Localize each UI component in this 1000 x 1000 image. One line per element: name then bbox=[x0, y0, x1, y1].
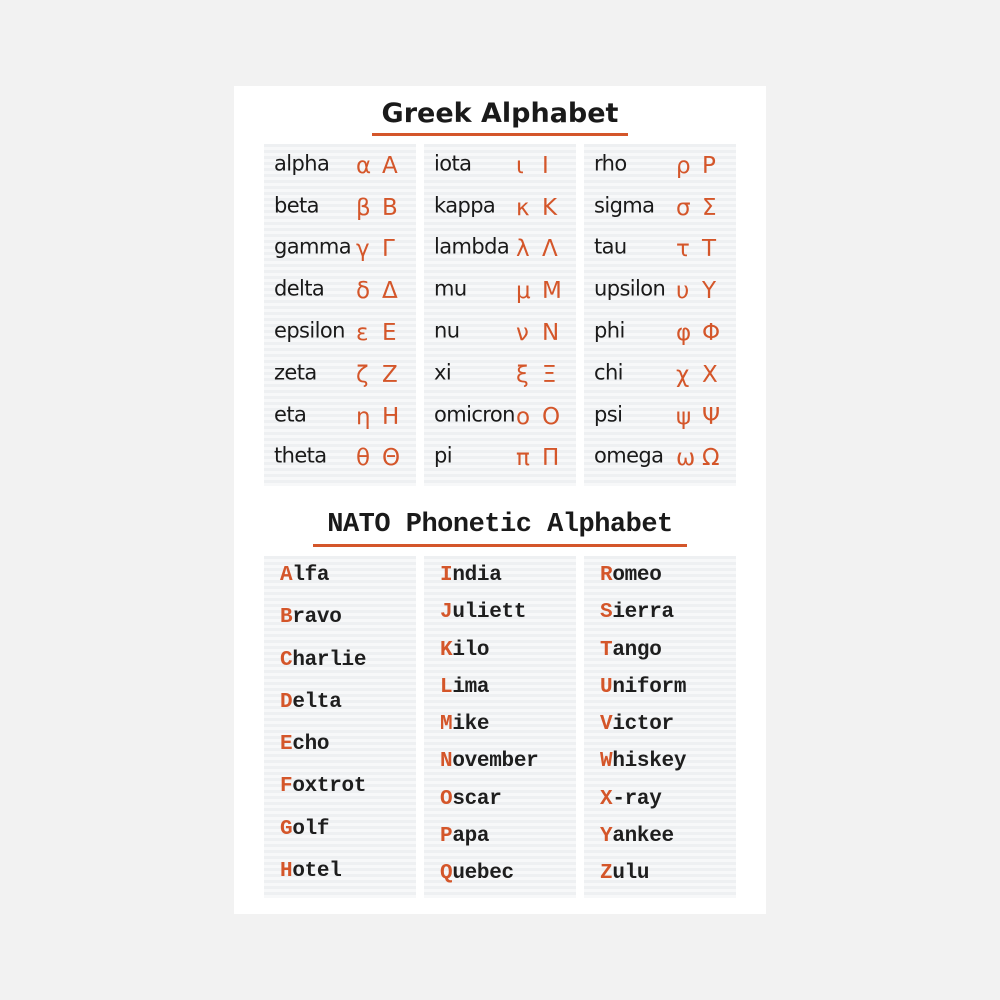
nato-word-row bbox=[584, 780, 736, 817]
greek-uppercase-glyph: Θ bbox=[382, 445, 401, 472]
greek-lowercase-glyph: ω bbox=[676, 445, 696, 472]
nato-word-rest: uliett bbox=[452, 601, 527, 625]
greek-letter-name: alpha bbox=[274, 151, 330, 176]
greek-uppercase-glyph: Ο bbox=[542, 403, 561, 430]
greek-letter-name: kappa bbox=[434, 193, 496, 218]
nato-word-row bbox=[264, 641, 416, 683]
nato-word-rest: ictor bbox=[612, 713, 674, 737]
nato-word-row bbox=[264, 556, 416, 598]
nato-word-row bbox=[584, 854, 736, 891]
nato-code-word bbox=[440, 750, 538, 773]
greek-letter-name: sigma bbox=[594, 193, 655, 218]
nato-initial-letter: Q bbox=[440, 862, 453, 886]
greek-uppercase-glyph: Κ bbox=[542, 194, 558, 221]
greek-uppercase-glyph: Η bbox=[382, 403, 400, 430]
nato-word-row bbox=[584, 705, 736, 742]
nato-code-word bbox=[280, 649, 366, 672]
nato-code-word bbox=[440, 676, 489, 699]
nato-word-rest: otel bbox=[292, 860, 342, 884]
nato-initial-letter: K bbox=[440, 638, 453, 662]
nato-code-word bbox=[600, 639, 662, 662]
nato-word-rest: cho bbox=[292, 733, 330, 757]
greek-lowercase-glyph: σ bbox=[676, 194, 691, 221]
greek-letter-name: theta bbox=[274, 444, 327, 469]
greek-letter-row bbox=[264, 186, 416, 228]
greek-column-3 bbox=[584, 144, 736, 486]
greek-letter-name: delta bbox=[274, 276, 325, 301]
nato-word-rest: olf bbox=[292, 817, 330, 841]
greek-uppercase-glyph: Τ bbox=[702, 236, 717, 263]
greek-letter-name: lambda bbox=[434, 235, 510, 260]
greek-letter-row bbox=[584, 228, 736, 270]
greek-uppercase-glyph: Ζ bbox=[382, 361, 398, 388]
nato-word-row bbox=[264, 598, 416, 640]
nato-word-row bbox=[584, 593, 736, 630]
nato-word-rest: omeo bbox=[612, 564, 662, 587]
nato-column-3 bbox=[584, 556, 736, 898]
greek-lowercase-glyph: θ bbox=[356, 445, 371, 472]
nato-word-rest: oxtrot bbox=[292, 775, 367, 799]
nato-code-word bbox=[600, 601, 674, 624]
nato-column-1 bbox=[264, 556, 416, 898]
greek-uppercase-glyph: Υ bbox=[702, 278, 717, 305]
greek-lowercase-glyph: ξ bbox=[516, 361, 529, 388]
greek-lowercase-glyph: ε bbox=[356, 320, 369, 347]
nato-word-rest: -ray bbox=[612, 787, 662, 811]
nato-initial-letter: C bbox=[280, 648, 293, 672]
nato-initial-letter: E bbox=[280, 733, 293, 757]
greek-uppercase-glyph: Ψ bbox=[702, 403, 721, 430]
nato-initial-letter: F bbox=[280, 775, 293, 799]
greek-uppercase-glyph: Ω bbox=[702, 445, 720, 472]
nato-code-word bbox=[280, 564, 329, 587]
greek-letter-name: iota bbox=[434, 151, 472, 176]
greek-letter-row bbox=[584, 311, 736, 353]
nato-initial-letter: U bbox=[600, 675, 613, 699]
greek-uppercase-glyph: Χ bbox=[702, 361, 718, 388]
greek-alphabet-title: Greek Alphabet bbox=[234, 98, 766, 129]
nato-code-word bbox=[600, 713, 674, 736]
nato-word-row bbox=[424, 780, 576, 817]
nato-code-word bbox=[600, 750, 686, 773]
greek-letter-row bbox=[424, 311, 576, 353]
greek-letter-name: phi bbox=[594, 318, 625, 343]
greek-letter-row bbox=[264, 269, 416, 311]
nato-word-rest: uebec bbox=[452, 862, 514, 886]
greek-letter-name: gamma bbox=[274, 235, 351, 260]
greek-letter-name: omicron bbox=[434, 402, 515, 427]
nato-word-row bbox=[424, 742, 576, 779]
nato-word-rest: ike bbox=[452, 713, 490, 737]
nato-word-row bbox=[424, 854, 576, 891]
nato-word-rest: ndia bbox=[452, 564, 502, 587]
nato-word-rest: ravo bbox=[292, 606, 342, 630]
greek-lowercase-glyph: κ bbox=[516, 194, 530, 221]
greek-uppercase-glyph: Ε bbox=[382, 320, 397, 347]
greek-letter-row bbox=[424, 353, 576, 395]
nato-initial-letter: X bbox=[600, 787, 613, 811]
nato-word-row bbox=[264, 767, 416, 809]
nato-word-rest: ovember bbox=[452, 750, 539, 774]
greek-column-2 bbox=[424, 144, 576, 486]
nato-initial-letter: T bbox=[600, 638, 613, 662]
nato-word-rest: ulu bbox=[612, 862, 650, 886]
greek-letter-row bbox=[264, 311, 416, 353]
nato-word-row bbox=[424, 705, 576, 742]
nato-word-row bbox=[424, 593, 576, 630]
nato-code-word bbox=[280, 606, 342, 629]
greek-lowercase-glyph: δ bbox=[356, 278, 371, 305]
greek-lowercase-glyph: λ bbox=[516, 236, 530, 263]
greek-letter-row bbox=[584, 437, 736, 479]
nato-initial-letter: G bbox=[280, 817, 293, 841]
greek-lowercase-glyph: π bbox=[516, 445, 530, 472]
nato-code-word bbox=[600, 825, 674, 848]
greek-letter-row bbox=[584, 353, 736, 395]
nato-initial-letter: N bbox=[440, 750, 453, 774]
nato-word-rest: ango bbox=[612, 638, 662, 662]
greek-letter-row bbox=[424, 437, 576, 479]
greek-lowercase-glyph: α bbox=[356, 152, 372, 179]
nato-word-row bbox=[264, 852, 416, 894]
greek-letter-row bbox=[584, 269, 736, 311]
nato-code-word bbox=[280, 775, 366, 798]
greek-letter-row bbox=[424, 186, 576, 228]
greek-lowercase-glyph: ψ bbox=[676, 403, 692, 430]
nato-word-rest: ima bbox=[452, 675, 490, 699]
nato-word-row bbox=[264, 810, 416, 852]
greek-letter-name: xi bbox=[434, 360, 452, 385]
nato-initial-letter: A bbox=[280, 564, 293, 587]
greek-lowercase-glyph: ι bbox=[516, 152, 524, 179]
nato-word-rest: elta bbox=[292, 690, 342, 714]
greek-uppercase-glyph: Φ bbox=[702, 320, 721, 347]
nato-code-word bbox=[280, 860, 342, 883]
nato-code-word bbox=[280, 818, 329, 841]
nato-initial-letter: Y bbox=[600, 825, 613, 849]
greek-letter-row bbox=[264, 144, 416, 186]
greek-letter-row bbox=[424, 228, 576, 270]
nato-initial-letter: R bbox=[600, 564, 613, 587]
greek-letter-name: psi bbox=[594, 402, 623, 427]
greek-letter-name: tau bbox=[594, 235, 627, 260]
nato-word-rest: apa bbox=[452, 825, 490, 849]
nato-code-word bbox=[600, 788, 662, 811]
greek-uppercase-glyph: Λ bbox=[542, 236, 558, 263]
greek-uppercase-glyph: Μ bbox=[542, 278, 562, 305]
nato-word-row bbox=[584, 631, 736, 668]
greek-uppercase-glyph: Σ bbox=[702, 194, 717, 221]
greek-letter-name: nu bbox=[434, 318, 460, 343]
greek-letter-row bbox=[424, 269, 576, 311]
greek-letter-name: zeta bbox=[274, 360, 317, 385]
nato-initial-letter: I bbox=[440, 564, 453, 587]
nato-word-rest: ierra bbox=[612, 601, 674, 625]
nato-initial-letter: P bbox=[440, 825, 453, 849]
nato-initial-letter: Z bbox=[600, 862, 613, 886]
nato-initial-letter: W bbox=[600, 750, 613, 774]
greek-uppercase-glyph: Ξ bbox=[542, 361, 557, 388]
greek-letter-row bbox=[264, 395, 416, 437]
nato-word-row bbox=[264, 683, 416, 725]
greek-lowercase-glyph: ο bbox=[516, 403, 531, 430]
nato-initial-letter: L bbox=[440, 675, 453, 699]
greek-letter-name: upsilon bbox=[594, 276, 666, 301]
nato-initial-letter: H bbox=[280, 860, 293, 884]
nato-initial-letter: M bbox=[440, 713, 453, 737]
nato-word-rest: lfa bbox=[292, 564, 330, 587]
nato-word-row bbox=[424, 556, 576, 593]
nato-word-rest: ankee bbox=[612, 825, 674, 849]
greek-lowercase-glyph: ν bbox=[516, 320, 529, 347]
nato-code-word bbox=[440, 788, 502, 811]
greek-lowercase-glyph: τ bbox=[676, 236, 690, 263]
nato-code-word bbox=[440, 639, 489, 662]
greek-uppercase-glyph: Ι bbox=[542, 152, 549, 179]
greek-uppercase-glyph: Β bbox=[382, 194, 398, 221]
greek-letter-name: mu bbox=[434, 276, 467, 301]
greek-letter-name: epsilon bbox=[274, 318, 345, 343]
greek-letter-row bbox=[264, 353, 416, 395]
greek-letter-row bbox=[584, 186, 736, 228]
nato-word-rest: hiskey bbox=[612, 750, 687, 774]
nato-word-row bbox=[584, 556, 736, 593]
greek-letter-name: chi bbox=[594, 360, 623, 385]
greek-uppercase-glyph: Ν bbox=[542, 320, 560, 347]
greek-lowercase-glyph: ρ bbox=[676, 152, 691, 179]
greek-uppercase-glyph: Γ bbox=[382, 236, 395, 263]
greek-lowercase-glyph: υ bbox=[676, 278, 690, 305]
nato-code-word bbox=[440, 601, 526, 624]
nato-code-word bbox=[440, 825, 489, 848]
nato-word-rest: niform bbox=[612, 675, 687, 699]
greek-letter-name: beta bbox=[274, 193, 319, 218]
nato-initial-letter: B bbox=[280, 606, 293, 630]
nato-code-word bbox=[280, 733, 329, 756]
nato-initial-letter: S bbox=[600, 601, 613, 625]
greek-lowercase-glyph: ζ bbox=[356, 361, 369, 388]
greek-letter-row bbox=[264, 437, 416, 479]
nato-word-rest: harlie bbox=[292, 648, 367, 672]
greek-lowercase-glyph: γ bbox=[356, 236, 370, 263]
nato-word-row bbox=[424, 668, 576, 705]
nato-code-word bbox=[600, 676, 686, 699]
greek-letter-name: rho bbox=[594, 151, 627, 176]
nato-code-word bbox=[280, 691, 342, 714]
greek-letter-name: omega bbox=[594, 444, 664, 469]
nato-alphabet-title: NATO Phonetic Alphabet bbox=[234, 510, 766, 540]
poster bbox=[234, 86, 766, 914]
greek-uppercase-glyph: Α bbox=[382, 152, 398, 179]
greek-column-1 bbox=[264, 144, 416, 486]
nato-code-word bbox=[600, 564, 662, 587]
nato-word-rest: ilo bbox=[452, 638, 490, 662]
greek-lowercase-glyph: χ bbox=[676, 361, 690, 388]
greek-uppercase-glyph: Δ bbox=[382, 278, 398, 305]
nato-initial-letter: D bbox=[280, 690, 293, 714]
nato-code-word bbox=[440, 564, 502, 587]
nato-initial-letter: V bbox=[600, 713, 613, 737]
nato-word-row bbox=[584, 817, 736, 854]
nato-word-row bbox=[584, 742, 736, 779]
greek-lowercase-glyph: μ bbox=[516, 278, 531, 305]
nato-word-row bbox=[424, 817, 576, 854]
greek-lowercase-glyph: η bbox=[356, 403, 371, 430]
nato-code-word bbox=[600, 862, 649, 885]
greek-letter-name: eta bbox=[274, 402, 307, 427]
greek-lowercase-glyph: φ bbox=[676, 320, 692, 347]
nato-word-row bbox=[584, 668, 736, 705]
greek-letter-row bbox=[584, 395, 736, 437]
greek-lowercase-glyph: β bbox=[356, 194, 371, 221]
nato-word-rest: scar bbox=[452, 787, 502, 811]
greek-letter-row bbox=[264, 228, 416, 270]
nato-column-2 bbox=[424, 556, 576, 898]
nato-word-row bbox=[264, 725, 416, 767]
greek-uppercase-glyph: Ρ bbox=[702, 152, 716, 179]
greek-letter-row bbox=[584, 144, 736, 186]
nato-code-word bbox=[440, 862, 514, 885]
greek-uppercase-glyph: Π bbox=[542, 445, 560, 472]
nato-word-row bbox=[424, 631, 576, 668]
nato-code-word bbox=[440, 713, 489, 736]
greek-letter-name: pi bbox=[434, 444, 452, 469]
nato-initial-letter: J bbox=[440, 601, 453, 625]
nato-initial-letter: O bbox=[440, 787, 453, 811]
greek-letter-row bbox=[424, 144, 576, 186]
greek-letter-row bbox=[424, 395, 576, 437]
